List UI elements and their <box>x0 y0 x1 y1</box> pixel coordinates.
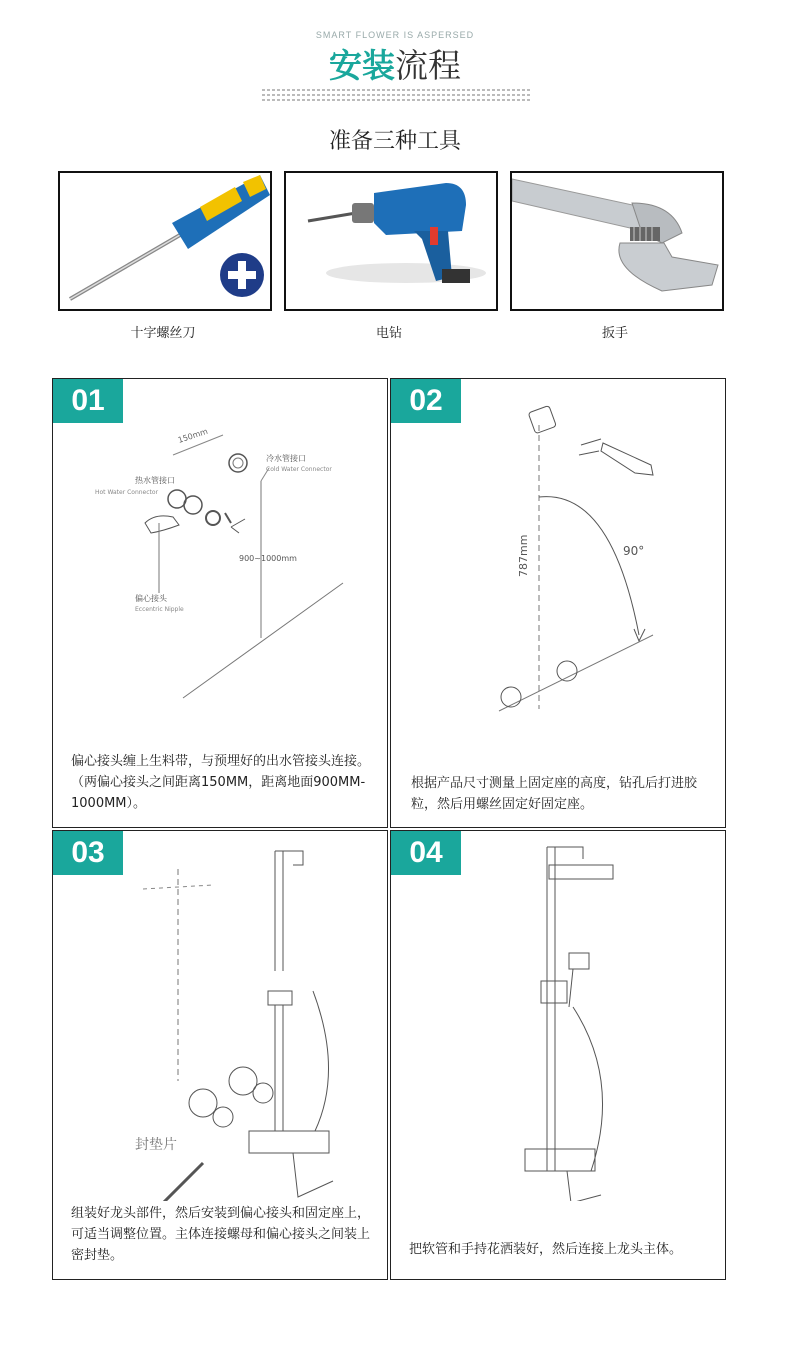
step-card-03 <box>52 830 388 1280</box>
tool-label-drill: 电钻 <box>375 326 402 341</box>
label-gasket: 封垫片 <box>135 1137 177 1153</box>
label-hot-en: Hot Water Connector <box>95 489 159 496</box>
tools-heading: 准备三种工具 <box>328 129 461 154</box>
step-card-04 <box>390 830 726 1280</box>
label-cold-en: Cold Water Connector <box>266 466 332 473</box>
step-number-badge: 03 <box>53 831 123 875</box>
label-spacing: 150mm <box>176 426 209 445</box>
step-card-01 <box>52 378 388 828</box>
tool-image-drill <box>284 171 498 311</box>
step-number-badge: 02 <box>391 379 461 423</box>
step-01-diagram <box>53 423 387 743</box>
tool-image-screwdriver <box>58 171 272 311</box>
step-number-badge: 04 <box>391 831 461 875</box>
label-eccentric: 偏心接头 <box>135 594 167 603</box>
tool-label-screwdriver: 十字螺丝刀 <box>130 326 196 341</box>
label-angle: 90° <box>623 544 645 558</box>
label-hot: 热水管接口 <box>135 476 175 485</box>
screwdriver-icon <box>60 173 270 309</box>
page-title <box>0 44 790 88</box>
label-cold: 冷水管接口 <box>266 454 306 463</box>
step-number-badge: 01 <box>53 379 123 423</box>
title-bold: 安装 <box>329 46 395 85</box>
header-eyebrow: SMART FLOWER IS ASPERSED <box>315 30 475 40</box>
tool-image-wrench <box>510 171 724 311</box>
step-03-text: 组装好龙头部件，然后安装到偏心接头和固定座上，可适当调整位置。主体连接螺母和偏心接头之间装上密封垫。 <box>71 1206 371 1263</box>
label-eccentric-en: Eccentric Nipple <box>135 606 184 613</box>
step-01-text: 偏心接头缠上生料带，与预埋好的出水管接头连接。（两偏心接头之间距离150MM，距离地面900MM-1000MM）。 <box>71 754 371 811</box>
step-04-diagram <box>391 831 725 1201</box>
label-787mm: 787mm <box>517 534 530 577</box>
wrench-icon <box>512 173 722 309</box>
title-light: 流程 <box>395 46 461 85</box>
step-02-diagram <box>391 379 725 739</box>
step-03-diagram <box>53 831 387 1201</box>
decorative-text-lines <box>262 86 532 104</box>
step-card-02 <box>390 378 726 828</box>
step-02-text: 根据产品尺寸测量上固定座的高度，钻孔后打进胶粒，然后用螺丝固定好固定座。 <box>411 776 698 812</box>
label-height: 900~1000mm <box>239 554 297 563</box>
step-04-text: 把软管和手持花洒装好，然后连接上龙头主体。 <box>409 1242 683 1257</box>
tool-label-wrench: 扳手 <box>601 326 628 341</box>
drill-icon <box>286 173 496 309</box>
